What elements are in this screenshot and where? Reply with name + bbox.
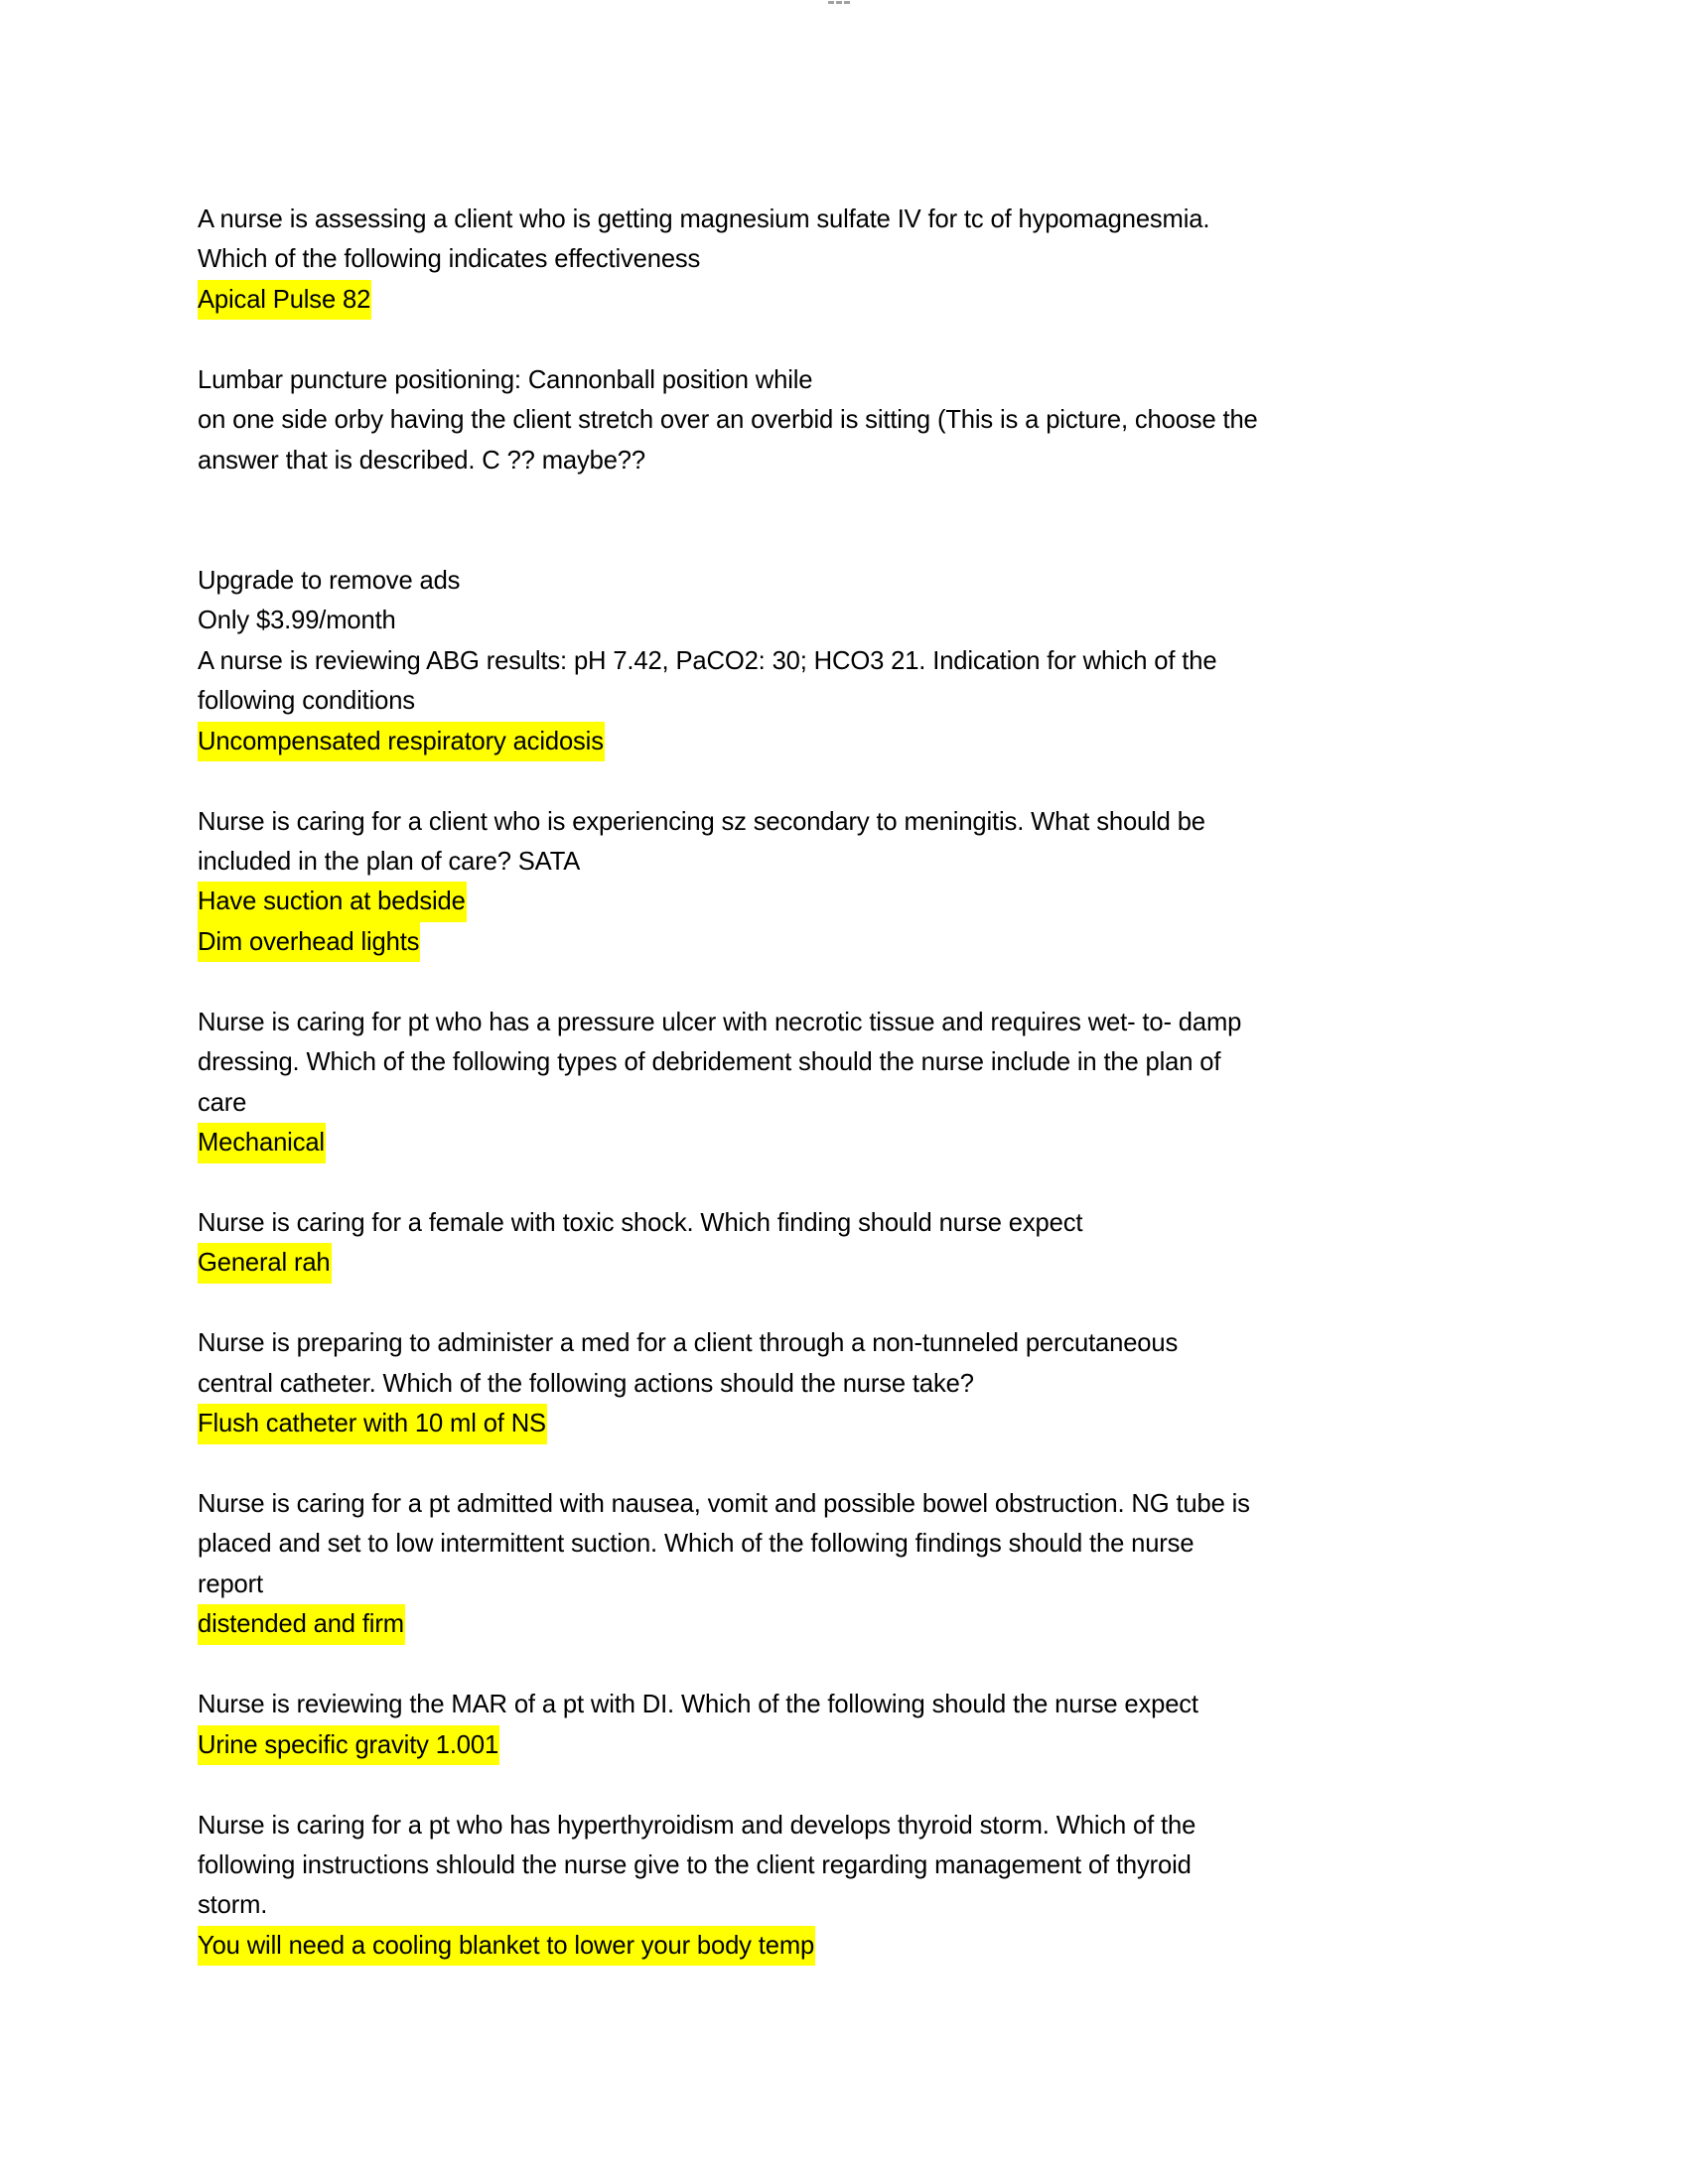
question-line: storm. (198, 1891, 268, 1920)
highlighted-answer: Apical Pulse 82 (198, 280, 1488, 320)
question-line: following conditions (198, 687, 415, 716)
question-block (198, 802, 1488, 963)
question-line: Nurse is reviewing the MAR of a pt with DI. Which of the following should the nurse expect (198, 1691, 1198, 1719)
upgrade-price-text: Only $3.99/month (198, 607, 396, 635)
highlighted-answer: Have suction at bedside (198, 882, 1488, 921)
question-block (198, 360, 1488, 480)
blank-line (198, 1284, 1488, 1323)
question-line: Lumbar puncture positioning: Cannonball position while (198, 365, 813, 394)
blank-line (198, 480, 1488, 520)
question-line: included in the plan of care? SATA (198, 848, 581, 876)
highlighted-answer: Mechanical (198, 1123, 1488, 1162)
highlighted-answer: Uncompensated respiratory acidosis (198, 722, 1488, 761)
highlighted-answer: Urine specific gravity 1.001 (198, 1725, 1488, 1765)
question-line: dressing. Which of the following types of debridement should the nurse include in the plan of (198, 1048, 1221, 1077)
question-line: Nurse is preparing to administer a med for a client through a non-tunneled percutaneous (198, 1329, 1179, 1358)
question-block (198, 1323, 1488, 1443)
page-marker-icon (828, 1, 852, 4)
question-line: Nurse is caring for a female with toxic shock. Which finding should nurse expect (198, 1208, 1083, 1237)
question-line: Which of the following indicates effectiveness (198, 245, 701, 274)
blank-line (198, 1163, 1488, 1203)
question-line: on one side orby having the client stretch over an overbid is sitting (This is a picture, choose the (198, 406, 1258, 435)
question-block (198, 1685, 1488, 1765)
question-line: report (198, 1570, 263, 1598)
question-line: care (198, 1088, 247, 1117)
highlighted-answer: Flush catheter with 10 ml of NS (198, 1404, 1488, 1443)
blank-line (198, 1444, 1488, 1484)
question-line: Nurse is caring for a pt who has hyperthyroidism and develops thyroid storm. Which of the (198, 1811, 1196, 1840)
blank-line (198, 962, 1488, 1002)
question-block (198, 1806, 1488, 1967)
question-line: Nurse is caring for a client who is experiencing sz secondary to meningitis. What should be (198, 807, 1205, 836)
blank-line (198, 761, 1488, 801)
blank-line (198, 521, 1488, 561)
question-block (198, 641, 1488, 761)
question-line: Nurse is caring for a pt admitted with nausea, vomit and possible bowel obstruction. NG tube is (198, 1490, 1250, 1518)
question-line: Nurse is caring for pt who has a pressure ulcer with necrotic tissue and requires wet- to- damp (198, 1008, 1242, 1036)
question-line: A nurse is assessing a client who is getting magnesium sulfate IV for tc of hypomagnesmia. (198, 205, 1210, 233)
blank-line (198, 320, 1488, 359)
question-line: A nurse is reviewing ABG results: pH 7.42, PaCO2: 30; HCO3 21. Indication for which of the (198, 646, 1217, 675)
highlighted-answer: General rah (198, 1243, 1488, 1283)
question-line: answer that is described. C ?? maybe?? (198, 446, 645, 475)
question-block (198, 1003, 1488, 1163)
highlighted-answer: You will need a cooling blanket to lower your body temp (198, 1926, 1488, 1966)
highlighted-answer: Dim overhead lights (198, 922, 1488, 962)
question-line: following instructions shlould the nurse give to the client regarding management of thyroid (198, 1850, 1192, 1879)
question-line: central catheter. Which of the following actions should the nurse take? (198, 1369, 974, 1398)
question-block (198, 1203, 1488, 1284)
blank-line (198, 1645, 1488, 1685)
upgrade-ad-text: Upgrade to remove ads (198, 566, 461, 595)
question-block (198, 200, 1488, 320)
question-line: placed and set to low intermittent suction. Which of the following findings should the nurse (198, 1530, 1195, 1559)
blank-line (198, 1765, 1488, 1805)
highlighted-answer: distended and firm (198, 1604, 1488, 1644)
question-block (198, 1484, 1488, 1645)
document-body (198, 200, 1488, 1966)
upgrade-ad-block (198, 561, 1488, 641)
